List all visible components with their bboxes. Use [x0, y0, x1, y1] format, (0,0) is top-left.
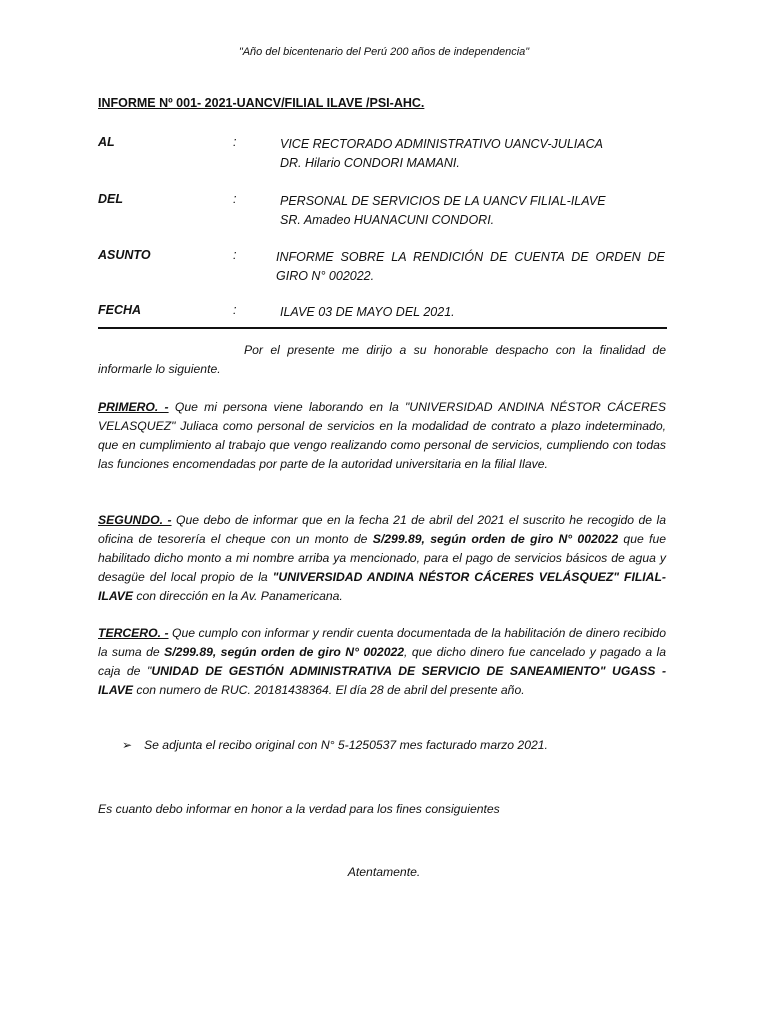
signoff: Atentamente.: [347, 865, 421, 879]
header-al-line1: VICE RECTORADO ADMINISTRATIVO UANCV-JULIACA: [280, 137, 603, 151]
tercero-amount: S/299.89, según orden de giro N° 002022: [164, 645, 405, 659]
header-asunto-colon: :: [233, 248, 237, 262]
tercero-text-2: , que dicho dinero fue cancelado y pagado a la caja de ": [98, 645, 666, 678]
segundo-heading: SEGUNDO. -: [98, 513, 172, 527]
intro-paragraph: Por el presente me dirijo a su honorable despacho con la finalidad de informarle lo siguiente.: [98, 343, 666, 376]
segundo-paragraph: [98, 511, 666, 606]
year-motto: "Año del bicentenario del Perú 200 años de independencia": [238, 46, 530, 58]
attachment-text: Se adjunta el recibo original con N° 5-1250537 mes facturado marzo 2021.: [144, 738, 548, 752]
closing-sentence: Es cuanto debo informar en honor a la verdad para los fines consiguientes: [98, 802, 500, 816]
tercero-paragraph: [98, 624, 666, 700]
primero-paragraph: [98, 398, 666, 474]
primero-heading: PRIMERO. -: [98, 400, 169, 414]
header-del-line1: PERSONAL DE SERVICIOS DE LA UANCV FILIAL-ILAVE: [280, 194, 606, 208]
header-divider: [98, 327, 667, 329]
tercero-entity: UNIDAD DE GESTIÓN ADMINISTRATIVA DE SERVICIO DE SANEAMIENTO" UGASS -ILAVE: [98, 664, 666, 697]
header-asunto-value: INFORME SOBRE LA RENDICIÓN DE CUENTA DE ORDEN DE GIRO N° 002022.: [276, 250, 665, 283]
header-al-line2: DR. Hilario CONDORI MAMANI.: [280, 156, 460, 170]
header-fecha-colon: :: [233, 303, 237, 317]
segundo-amount: S/299.89, según orden de giro N° 002022: [372, 532, 619, 546]
segundo-text-3: con dirección en la Av. Panamericana.: [133, 589, 343, 603]
tercero-heading: TERCERO. -: [98, 626, 169, 640]
primero-text: Que mi persona viene laborando en la "UNIVERSIDAD ANDINA NÉSTOR CÁCERES VELASQUEZ" Juliaca como personal de servicios en la modalidad de contrato a plazo indeterminado, que en cumplimiento al trabajo que vengo realizando como personal de servicios, cumpliendo con todas las funciones encomendadas por parte de la autoridad universitaria en la filial Ilave.: [98, 400, 667, 471]
header-fecha-value: ILAVE 03 DE MAYO DEL 2021.: [280, 305, 455, 319]
segundo-text-1: Que debo de informar que en la fecha 21 de abril del 2021 el suscrito he recogido de la oficina de tesorería el cheque con un monto de: [98, 513, 667, 546]
header-fecha-label: FECHA: [98, 303, 142, 317]
header-del-label: DEL: [98, 192, 123, 206]
segundo-text-2: que fue habilitado dicho monto a mi nombre arriba ya mencionado, para el pago de servicios básicos de agua y desagüe del local propio de la: [98, 532, 666, 584]
header-al-value: [280, 135, 603, 173]
segundo-university: "UNIVERSIDAD ANDINA NÉSTOR CÁCERES VELÁSQUEZ" FILIAL-ILAVE: [98, 570, 666, 603]
header-del-colon: :: [233, 192, 237, 206]
header-al-label: AL: [98, 135, 115, 149]
arrow-bullet-icon: ➢: [122, 738, 133, 752]
header-del-value: [280, 192, 606, 230]
header-al-colon: :: [233, 135, 237, 149]
tercero-text-1: Que cumplo con informar y rendir cuenta documentada de la habilitación de dinero recibido la suma de: [98, 626, 666, 659]
header-asunto-label: ASUNTO: [98, 248, 151, 262]
report-title: INFORME Nº 001- 2021-UANCV/FILIAL ILAVE /PSI-AHC.: [98, 96, 425, 110]
tercero-text-3: con numero de RUC. 20181438364. El día 28 de abril del presente año.: [133, 683, 525, 697]
header-del-line2: SR. Amadeo HUANACUNI CONDORI.: [280, 213, 495, 227]
attachment-bullet: [122, 738, 548, 752]
